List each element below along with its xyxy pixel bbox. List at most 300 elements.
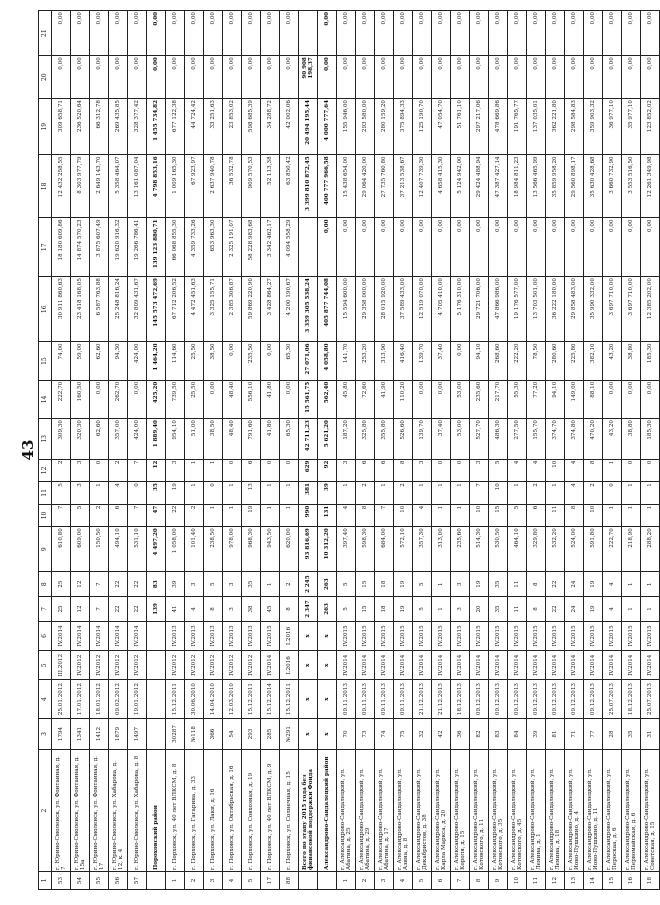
table-cell: 67 712 206,52	[166, 277, 185, 342]
table-cell: 18.12.2013	[451, 680, 470, 718]
table-cell: 285	[261, 718, 280, 750]
table-row	[52, 11, 71, 890]
table-cell: 12	[71, 572, 90, 597]
register-table	[38, 10, 660, 890]
column-number-cell: 13	[39, 419, 52, 460]
table-cell: 0	[128, 482, 147, 505]
table-cell: 22	[109, 597, 128, 622]
table-row	[565, 11, 584, 890]
table-cell: IV.2014	[90, 621, 109, 650]
table-cell: 3	[71, 482, 90, 505]
table-cell: 0,00	[451, 218, 470, 277]
table-cell: 2 325 191,07	[223, 218, 242, 277]
table-cell: 12 407 739,30	[413, 155, 432, 218]
table-cell: 0,00	[394, 56, 413, 99]
table-cell: 4	[603, 572, 622, 597]
table-cell: 82	[470, 718, 489, 750]
table-cell: 3	[204, 871, 223, 889]
table-cell: 2	[90, 504, 109, 527]
table-cell: 1	[90, 482, 109, 505]
table-cell: 262,70	[109, 380, 128, 418]
table-cell: 0,00	[508, 56, 527, 99]
table-cell: 1	[603, 504, 622, 527]
table-cell: 10	[546, 459, 565, 482]
table-cell: 298 584,83	[565, 99, 584, 155]
table-cell: IV.2013	[166, 621, 185, 650]
table-cell: 12	[147, 459, 166, 482]
table-cell: 1	[622, 504, 641, 527]
table-row	[166, 11, 185, 890]
table-cell: 263	[318, 572, 337, 597]
table-cell: 0,00	[204, 56, 223, 99]
table-cell: 1	[337, 482, 356, 505]
table-cell: 470,20	[584, 419, 603, 460]
table-cell: IV.2012	[109, 651, 128, 680]
table-cell: 4	[394, 871, 413, 889]
table-cell: IV.2014	[128, 621, 147, 650]
table-cell: IV.2012	[204, 651, 223, 680]
table-cell: 48,40	[223, 380, 242, 418]
table-cell: 56	[109, 871, 128, 889]
table-cell: 139,70	[413, 342, 432, 380]
table-cell: 366	[204, 718, 223, 750]
table-cell: 1	[508, 482, 527, 505]
table-cell: 3 697 710,00	[622, 277, 641, 342]
table-cell: 0,00	[565, 11, 584, 56]
table-cell: 139 123 880,71	[147, 218, 166, 277]
table-cell: 25.01.2012	[52, 680, 71, 718]
table-cell: 0,00	[280, 380, 299, 418]
table-cell: 0	[641, 459, 660, 482]
table-cell: 0,00	[242, 11, 261, 56]
table-cell: 0,00	[584, 56, 603, 99]
column-number-cell: 11	[39, 482, 52, 505]
table-cell	[147, 871, 166, 889]
table-cell: 0,00	[432, 380, 451, 418]
address-cell: г. Порховск, ул. Гагарина, д. 33	[185, 750, 204, 872]
table-cell: 0,00	[470, 218, 489, 277]
table-cell: 35	[242, 572, 261, 597]
table-cell: 425,20	[147, 380, 166, 418]
table-cell: 0,00	[318, 11, 337, 56]
table-cell: 0	[90, 459, 109, 482]
column-number-row	[39, 11, 52, 890]
table-cell: IV.2015	[451, 621, 470, 650]
table-cell: 2	[185, 504, 204, 527]
table-cell: 3 553 516,50	[622, 155, 641, 218]
table-cell: IV.2014	[584, 651, 603, 680]
table-cell: 27 735 760,80	[375, 155, 394, 218]
table-cell: 35 630 428,68	[584, 155, 603, 218]
table-cell: 12.03.2010	[223, 680, 242, 718]
table-cell: 374,70	[546, 419, 565, 460]
table-cell: 0,00	[337, 218, 356, 277]
table-cell: 17	[261, 871, 280, 889]
table-cell: 141,70	[337, 342, 356, 380]
table-cell: 2	[394, 482, 413, 505]
table-cell: 34 288,72	[261, 99, 280, 155]
table-cell: 45	[261, 597, 280, 622]
table-body	[52, 11, 660, 890]
column-number-cell: 5	[39, 651, 52, 680]
table-cell: 28 015 920,00	[375, 277, 394, 342]
table-cell: 0,00	[413, 218, 432, 277]
table-cell: 19.01.2012	[128, 680, 147, 718]
table-cell: 8	[394, 459, 413, 482]
table-cell: 531,10	[128, 527, 147, 572]
table-cell: 0,00	[622, 56, 641, 99]
column-number-cell: 21	[39, 11, 52, 56]
table-cell: 13 161 087,04	[128, 155, 147, 218]
table-cell: 15.12.2014	[261, 680, 280, 718]
table-cell: 2	[527, 482, 546, 505]
table-cell: 328 377,42	[128, 99, 147, 155]
table-cell: 93 816,69	[299, 527, 318, 572]
table-cell: IV.2015	[489, 621, 508, 650]
table-cell: 09.12.2013	[508, 680, 527, 718]
table-cell: 7	[375, 504, 394, 527]
table-cell: 14	[584, 871, 603, 889]
table-cell: 0,00	[641, 56, 660, 99]
address-cell: г. Порховск, ул. 40 лет ВЛКСМ, д. 8	[166, 750, 185, 872]
table-cell: 526,60	[394, 419, 413, 460]
table-cell: IV.2013	[242, 621, 261, 650]
table-cell: 0,00	[204, 380, 223, 418]
table-cell: 1	[280, 504, 299, 527]
address-cell: г. Александрово-Сандалецкий, ул. Короля, д. 15	[451, 750, 470, 872]
table-cell: 1	[432, 482, 451, 505]
table-cell: 25,50	[185, 380, 204, 418]
table-cell: 22	[128, 572, 147, 597]
table-cell: 1	[280, 482, 299, 505]
column-number-cell: 10	[39, 504, 52, 527]
table-cell: 4	[109, 482, 128, 505]
table-cell: 15.12.2011	[166, 680, 185, 718]
table-row	[280, 11, 299, 890]
table-cell: 5	[413, 871, 432, 889]
table-cell: 41,80	[261, 380, 280, 418]
table-cell: IV.2014	[52, 621, 71, 650]
table-cell: 84	[508, 718, 527, 750]
table-cell: 5	[337, 597, 356, 622]
table-cell: 4 705 410,00	[432, 277, 451, 342]
table-cell: 684,00	[375, 527, 394, 572]
table-cell: 0,00	[565, 218, 584, 277]
table-cell: 22	[546, 597, 565, 622]
table-cell: 6	[375, 459, 394, 482]
table-cell: 57	[128, 871, 147, 889]
table-cell: 32 809 431,67	[128, 277, 147, 342]
table-cell: 125 190,70	[413, 99, 432, 155]
table-cell: 94,10	[470, 342, 489, 380]
table-cell: 5	[242, 871, 261, 889]
address-cell: г. Юрино-Смоленск, ул. Хабарова, д. 12, к. 4	[109, 750, 128, 872]
table-cell: IV.2015	[603, 621, 622, 650]
table-cell: 160,50	[71, 380, 90, 418]
table-cell: 09.11.2013	[394, 680, 413, 718]
table-cell: IV.2012	[223, 651, 242, 680]
table-row	[337, 11, 356, 890]
table-cell: 58 228 983,68	[242, 218, 261, 277]
table-cell: 0	[432, 459, 451, 482]
table-cell: 35 859 958,20	[546, 155, 565, 218]
table-cell: 0,00	[90, 380, 109, 418]
table-cell: IV.2015	[508, 621, 527, 650]
table-cell: 88	[280, 871, 299, 889]
table-cell: 629	[299, 459, 318, 482]
table-cell: 0,00	[432, 11, 451, 56]
table-cell: 464,10	[508, 527, 527, 572]
address-cell: г. Порховск, ул. Солнечная, д. 15	[280, 750, 299, 872]
table-cell: 48,40	[223, 419, 242, 460]
table-cell: 15.12.2011	[280, 680, 299, 718]
table-cell: 24	[565, 597, 584, 622]
table-cell: 12 519 070,00	[413, 277, 432, 342]
table-cell: 0,00	[375, 56, 394, 99]
address-cell: г. Юрино-Смоленск, ул. Фонтанная, д. 17	[90, 750, 109, 872]
table-cell: 968,30	[242, 527, 261, 572]
table-cell: 29 560 898,17	[565, 155, 584, 218]
table-cell: 309,30	[52, 419, 71, 460]
table-cell: 1412	[90, 718, 109, 750]
table-cell: 18	[375, 572, 394, 597]
table-cell: 11	[546, 504, 565, 527]
table-cell	[147, 718, 166, 750]
table-cell: 235,60	[451, 527, 470, 572]
table-cell: IV.2015	[375, 621, 394, 650]
table-cell: 45,80	[337, 380, 356, 418]
address-cell: г. Александрово-Сандалецкий, ул. Ленина, д. 18	[546, 750, 565, 872]
address-cell: Пороховский район	[147, 750, 166, 872]
table-cell: IV.2012	[166, 651, 185, 680]
table-cell: 23 853,02	[223, 99, 242, 155]
table-cell: 74	[375, 718, 394, 750]
table-cell: 145 573 472,69	[147, 277, 166, 342]
table-cell: 9	[489, 871, 508, 889]
table-cell: 30287	[166, 718, 185, 750]
table-cell: 478 669,86	[489, 99, 508, 155]
table-cell: 8	[356, 504, 375, 527]
table-cell: 09.12.2013	[565, 680, 584, 718]
table-cell: 0,00	[470, 56, 489, 99]
table-cell: 123 852,02	[641, 99, 660, 155]
table-cell: 3	[451, 597, 470, 622]
table-row	[128, 11, 147, 890]
table-cell: 598 685,39	[242, 99, 261, 155]
table-cell: 0,00	[223, 342, 242, 380]
table-cell: 280,60	[546, 342, 565, 380]
table-cell: 90 908 198,37	[299, 56, 318, 99]
table-cell: 0,00	[584, 218, 603, 277]
table-cell: 0,00	[546, 56, 565, 99]
table-cell: 38,50	[204, 419, 223, 460]
table-cell: 4 058,80	[318, 342, 337, 380]
address-cell: г. Александрово-Сандалецкий, ул. Абатина, д. 29	[356, 750, 375, 872]
address-cell: г. Александрово-Сандалецкий, ул. Азина, д. 8	[394, 750, 413, 872]
table-cell: 222,70	[52, 380, 71, 418]
table-cell: 1	[622, 482, 641, 505]
table-cell: 2	[584, 482, 603, 505]
table-cell: 0,00	[337, 11, 356, 56]
column-number-cell: 7	[39, 597, 52, 622]
table-cell: IV.2015	[432, 621, 451, 650]
table-cell: 235,50	[242, 342, 261, 380]
table-cell: x	[318, 651, 337, 680]
table-cell: 357,00	[109, 419, 128, 460]
table-cell: 110,20	[394, 380, 413, 418]
table-cell: 1	[337, 871, 356, 889]
table-cell: 0,00	[375, 218, 394, 277]
table-cell: 22	[546, 572, 565, 597]
table-cell: 424,00	[128, 419, 147, 460]
table-cell: 114,60	[166, 342, 185, 380]
table-cell: 3	[71, 459, 90, 482]
table-cell: 1	[641, 482, 660, 505]
table-cell: 4	[413, 504, 432, 527]
table-cell: 0,00	[546, 11, 565, 56]
table-cell: 0,00	[603, 380, 622, 418]
table-cell: 39	[527, 718, 546, 750]
table-row	[375, 11, 394, 890]
table-cell: 0,00	[489, 56, 508, 99]
table-cell: 297 217,06	[470, 99, 489, 155]
table-cell: 21.12.2013	[432, 680, 451, 718]
table-cell: 5 358 464,07	[109, 155, 128, 218]
table-cell: 381	[299, 482, 318, 505]
table-cell: 150,50	[90, 527, 109, 572]
table-row	[451, 11, 470, 890]
table-cell: 527,70	[470, 419, 489, 460]
address-cell: г. Юрино-Смоленск, ул. Фонтанная, д. 15а	[71, 750, 90, 872]
table-cell: 0,00	[128, 11, 147, 56]
table-row	[603, 11, 622, 890]
table-cell: 101,40	[185, 527, 204, 572]
table-cell: 1	[185, 459, 204, 482]
table-cell: 0,00	[413, 56, 432, 99]
table-cell: IV.2012	[185, 651, 204, 680]
address-cell: г. Александрово-Сандалецкий, ул. Котовского, д. 11	[470, 750, 489, 872]
address-cell: г. Александрово-Сандалецкий, ул. Котовского, д. 45	[508, 750, 527, 872]
table-cell: 4 094 558,29	[280, 218, 299, 277]
table-cell: 15.12.2011	[242, 680, 261, 718]
table-cell: 53,00	[451, 419, 470, 460]
table-cell: 19	[242, 504, 261, 527]
table-cell	[318, 871, 337, 889]
table-cell	[299, 11, 318, 56]
table-cell: 0,00	[641, 218, 660, 277]
address-cell: г. Александрово-Сандалецкий, ул. Абатина, д. 17	[375, 750, 394, 872]
table-cell: 4	[603, 597, 622, 622]
table-cell: 6	[242, 459, 261, 482]
table-cell: 19	[584, 572, 603, 597]
table-cell: 51,00	[185, 419, 204, 460]
table-cell: 139	[147, 597, 166, 622]
address-cell: г. Александрово-Сандалецкий, ул. Абатина, д. 25	[337, 750, 356, 872]
table-cell: IV.2014	[470, 651, 489, 680]
table-cell: 0,00	[261, 11, 280, 56]
table-cell: 7	[52, 504, 71, 527]
table-cell: 739,50	[166, 380, 185, 418]
table-cell: 238,50	[204, 527, 223, 572]
table-cell: 09.12.2013	[470, 680, 489, 718]
table-cell: 15	[356, 597, 375, 622]
table-cell: 37 589 433,00	[394, 277, 413, 342]
table-cell: 20	[470, 597, 489, 622]
table-row	[242, 11, 261, 890]
table-cell: 5	[489, 459, 508, 482]
table-row	[527, 11, 546, 890]
table-cell: 13 566 465,99	[527, 155, 546, 218]
table-cell: 653 963,30	[204, 218, 223, 277]
table-cell: 424,00	[128, 342, 147, 380]
table-cell: 4 798 853,16	[147, 155, 166, 218]
table-cell: 51 761,10	[451, 99, 470, 155]
table-cell: 1	[641, 597, 660, 622]
table-cell: 3	[223, 597, 242, 622]
table-cell: 277,50	[508, 419, 527, 460]
table-cell: I.2016	[280, 651, 299, 680]
table-cell: 15 438 654,00	[337, 155, 356, 218]
table-cell: 329,80	[527, 527, 546, 572]
table-cell: IV.2014	[356, 651, 375, 680]
table-cell: 185,30	[641, 419, 660, 460]
table-cell: 14.04.2010	[204, 680, 223, 718]
table-cell: 77,20	[527, 380, 546, 418]
table-cell: 0,00	[603, 56, 622, 99]
address-cell: г. Порховск, ул. Лаки, д. 16	[204, 750, 223, 872]
table-cell: 137 035,01	[527, 99, 546, 155]
address-cell: г. Порховск, ул. 40 лет ВЛКСМ, д. 9	[261, 750, 280, 872]
table-cell: 15	[603, 871, 622, 889]
table-cell: IV.2014	[71, 621, 90, 650]
table-row	[90, 11, 109, 890]
table-cell: 19	[394, 572, 413, 597]
table-cell: IV.2015	[546, 621, 565, 650]
table-cell: IV.2014	[432, 651, 451, 680]
table-cell: 5 176 310,00	[451, 277, 470, 342]
table-cell: 67 923,97	[185, 155, 204, 218]
table-cell: 52 113,38	[261, 155, 280, 218]
table-cell: 17.01.2012	[71, 680, 90, 718]
table-cell: 0,00	[622, 11, 641, 56]
table-cell: 09.11.2013	[356, 680, 375, 718]
table-cell: 81	[546, 718, 565, 750]
table-cell: 4	[527, 459, 546, 482]
table-cell: 5	[508, 504, 527, 527]
table-cell: 0,00	[318, 56, 337, 99]
subtotal-row	[147, 11, 166, 890]
table-cell: 0,00	[489, 218, 508, 277]
table-cell: 25.07.2013	[603, 680, 622, 718]
column-number-cell: 4	[39, 680, 52, 718]
table-cell: IV.2014	[451, 651, 470, 680]
table-cell: 355,80	[375, 419, 394, 460]
table-cell: 8 303 977,79	[71, 155, 90, 218]
table-cell: 5	[52, 482, 71, 505]
table-cell: 0,00	[280, 56, 299, 99]
table-cell: IV.2015	[641, 621, 660, 650]
table-cell	[147, 621, 166, 650]
table-cell: 320,30	[71, 419, 90, 460]
table-cell: 1	[223, 482, 242, 505]
table-cell: 83	[147, 572, 166, 597]
table-cell: 7	[90, 572, 109, 597]
table-cell: 5	[413, 572, 432, 597]
table-cell: 47 866 986,00	[489, 277, 508, 342]
table-cell: 0,00	[356, 56, 375, 99]
table-row	[489, 11, 508, 890]
table-cell: 31	[641, 718, 660, 750]
